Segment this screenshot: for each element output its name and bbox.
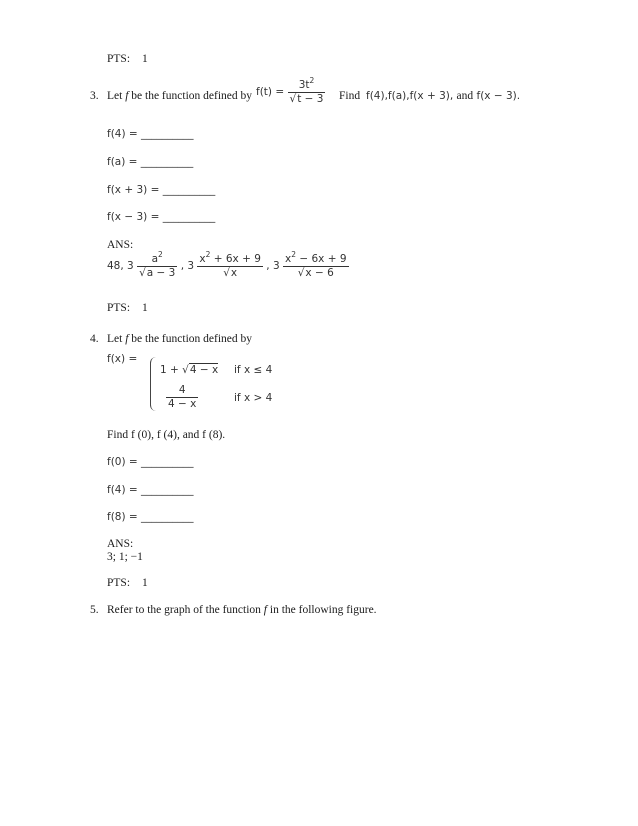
q3-find-list (366, 91, 520, 103)
q3-blank-2: f(a) = __________ (107, 156, 194, 168)
q3-ans-sep-1: , 3 (180, 259, 195, 272)
q4-function-name: f (125, 333, 129, 345)
piecewise-brace (150, 357, 159, 411)
q3-def-fraction: $\frac{3t^2}{√t - 3}$ (289, 76, 324, 105)
q4-case-1-condition: if x ≤ 4 (234, 364, 273, 376)
q3-prefix: Let (107, 90, 123, 102)
pts-label-q4: PTS: (107, 577, 131, 589)
q3-ans-sep-2: , 3 (266, 259, 280, 272)
q3-number: 3. (90, 90, 99, 102)
pts-label-top: PTS: (107, 53, 131, 65)
pts-value-q4: 1 (142, 577, 148, 589)
q4-find-text: Find f (0), f (4), and f (8). (107, 429, 226, 441)
q5-number: 5. (90, 604, 99, 616)
q5-prefix: Refer to the graph of the function (107, 604, 261, 616)
q3-blank-3: f(x + 3) = __________ (107, 184, 216, 196)
q3-answer (107, 250, 349, 279)
q3-find-item-3: f(x + 3), (409, 90, 454, 102)
q3-ans-fraction-3: $\frac{x^2 - 6x + 9}{√x - 6}$ (284, 250, 347, 279)
q3-ans-fraction-2: $\frac{x^2 + 6x + 9}{√x}$ (199, 250, 261, 279)
q3-find-item-2: f(a), (387, 90, 410, 102)
pts-label-q3: PTS: (107, 302, 131, 314)
q3-find-item-4: f(x − 3). (476, 90, 521, 102)
pts-value-top: 1 (142, 53, 148, 65)
q4-intro-text: be the function defined by (131, 333, 252, 345)
q3-find-word: Find (339, 90, 361, 102)
q5-intro-text: in the following figure. (269, 604, 377, 616)
q3-intro-text: be the function defined by (131, 90, 252, 102)
q4-answer: 3; 1; −1 (107, 551, 143, 563)
q4-blank-1: f(0) = __________ (107, 456, 194, 468)
q3-find-item-1: f(4), (366, 90, 388, 102)
q4-ans-label: ANS: (107, 538, 134, 550)
q4-prefix: Let (107, 333, 123, 345)
q5-function-name: f (263, 604, 267, 616)
q3-definition (256, 76, 325, 105)
q3-def-lhs: f(t) = (256, 85, 285, 98)
q4-def-lhs: f(x) = (107, 353, 138, 365)
q3-function-name: f (125, 90, 129, 102)
q3-blank-4: f(x − 3) = __________ (107, 211, 216, 223)
q4-case-2-condition: if x > 4 (234, 392, 273, 404)
q4-case-1: 1 + √4 − x (160, 364, 219, 376)
q4-blank-3: f(8) = __________ (107, 511, 194, 523)
q4-case-2-fraction: $\frac{4}{4 - x}$ (168, 384, 197, 410)
q3-ans-label: ANS: (107, 239, 134, 251)
q3-blank-1: f(4) = __________ (107, 128, 194, 140)
q3-intro (107, 91, 252, 103)
q3-and-word: and (456, 90, 474, 102)
q4-blank-2: f(4) = __________ (107, 484, 194, 496)
q3-ans-fraction-1: $\frac{a^2}{√a - 3}$ (139, 250, 176, 279)
q3-ans-lead: 48, 3 (107, 259, 134, 272)
q5-intro (107, 605, 377, 617)
pts-value-q3: 1 (142, 302, 148, 314)
q4-intro (107, 334, 252, 346)
q4-number: 4. (90, 333, 99, 345)
